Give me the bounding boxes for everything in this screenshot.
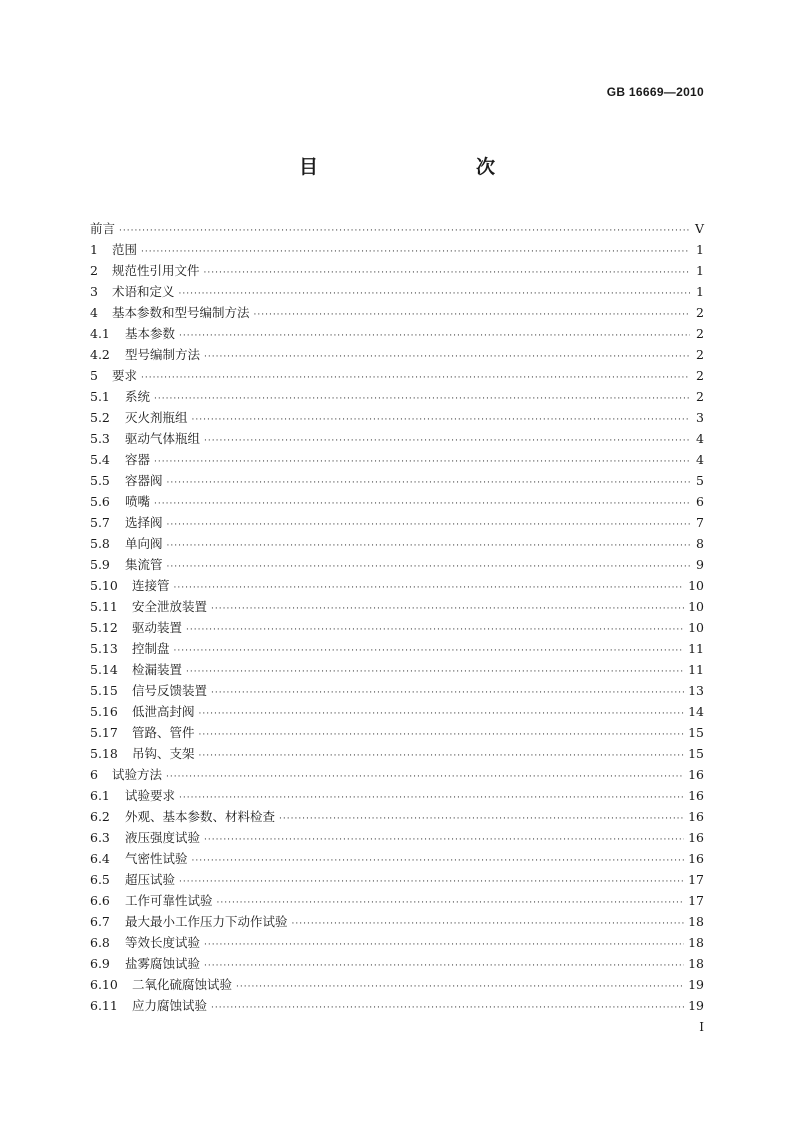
toc-entry-title: 规范性引用文件 — [112, 263, 200, 278]
toc-entry[interactable] — [90, 533, 704, 554]
toc-entry-number: 6 — [90, 767, 98, 782]
toc-entry-page: 2 — [696, 347, 704, 362]
toc-entry-number: 4 — [90, 305, 98, 320]
toc-entry-number: 5.3 — [90, 431, 110, 446]
toc-entry-number: 5.2 — [90, 410, 110, 425]
toc-entry[interactable] — [90, 995, 704, 1016]
toc-entry[interactable] — [90, 701, 704, 722]
toc-entry-page: 4 — [696, 452, 704, 467]
toc-entry-number: 5.5 — [90, 473, 110, 488]
dot-leader — [166, 767, 684, 788]
toc-entry-page: 16 — [688, 809, 704, 824]
toc-entry-page: 17 — [688, 872, 704, 887]
dot-leader — [179, 326, 690, 347]
dot-leader — [174, 578, 685, 599]
toc-entry-number: 5.1 — [90, 389, 110, 404]
toc-entry-page: 7 — [696, 515, 704, 530]
toc-entry-title: 术语和定义 — [112, 284, 175, 299]
toc-entry-page: 2 — [696, 305, 704, 320]
toc-entry-title: 低泄高封阀 — [132, 704, 195, 719]
toc-entry-title: 集流管 — [125, 557, 163, 572]
toc-entry-title: 外观、基本参数、材料检查 — [125, 809, 276, 824]
toc-entry-title: 液压强度试验 — [125, 830, 201, 845]
toc-entry-page: 11 — [688, 641, 704, 656]
toc-entry-page: V — [694, 221, 704, 236]
toc-entry-page: 15 — [688, 725, 704, 740]
dot-leader — [179, 872, 684, 893]
toc-entry-page: 16 — [688, 767, 704, 782]
toc-entry-title: 最大最小工作压力下动作试验 — [125, 914, 288, 929]
toc-entry-page: 2 — [696, 368, 704, 383]
toc-entry[interactable] — [90, 344, 704, 365]
toc-entry-number: 5.9 — [90, 557, 110, 572]
toc-entry[interactable] — [90, 911, 704, 932]
table-of-contents — [90, 218, 704, 1016]
toc-entry[interactable] — [90, 638, 704, 659]
toc-entry[interactable] — [90, 974, 704, 995]
dot-leader — [186, 662, 684, 683]
toc-entry-page: 4 — [696, 431, 704, 446]
toc-entry-title: 喷嘴 — [125, 494, 151, 509]
toc-entry-title: 选择阀 — [125, 515, 163, 530]
toc-entry-page: 1 — [696, 242, 704, 257]
dot-leader — [204, 935, 684, 956]
toc-entry-number: 6.6 — [90, 893, 110, 908]
dot-leader — [254, 305, 690, 326]
toc-entry-page: 17 — [688, 893, 704, 908]
toc-entry-number: 6.4 — [90, 851, 110, 866]
toc-entry-title: 基本参数 — [125, 326, 176, 341]
dot-leader — [141, 368, 690, 389]
toc-entry-number: 6.2 — [90, 809, 110, 824]
standard-number: GB 16669—2010 — [606, 85, 704, 99]
dot-leader — [167, 515, 690, 536]
toc-entry-page: 15 — [688, 746, 704, 761]
dot-leader — [167, 557, 690, 578]
toc-entry-title: 容器阀 — [125, 473, 163, 488]
toc-entry-page: 8 — [696, 536, 704, 551]
toc-entry-number: 5.12 — [90, 620, 118, 635]
toc-entry-number: 6.11 — [90, 998, 118, 1013]
toc-entry-title: 信号反馈装置 — [132, 683, 208, 698]
toc-entry-page: 11 — [688, 662, 704, 677]
toc-entry-title: 等效长度试验 — [125, 935, 201, 950]
dot-leader — [167, 536, 690, 557]
toc-entry-page: 16 — [688, 851, 704, 866]
toc-entry-title: 型号编制方法 — [125, 347, 201, 362]
toc-entry[interactable] — [90, 302, 704, 323]
toc-entry-number: 5.4 — [90, 452, 110, 467]
toc-entry-title: 试验方法 — [112, 767, 163, 782]
toc-entry-page: 1 — [696, 263, 704, 278]
toc-entry-page: 14 — [688, 704, 704, 719]
toc-entry[interactable] — [90, 449, 704, 470]
dot-leader — [199, 725, 685, 746]
toc-entry[interactable] — [90, 680, 704, 701]
toc-entry-title: 工作可靠性试验 — [125, 893, 213, 908]
dot-leader — [279, 809, 684, 830]
toc-entry-number: 5.8 — [90, 536, 110, 551]
toc-entry-title: 试验要求 — [125, 788, 176, 803]
toc-entry-number: 5.16 — [90, 704, 118, 719]
toc-entry-title: 灭火剂瓶组 — [125, 410, 188, 425]
toc-entry-number: 5.17 — [90, 725, 118, 740]
toc-entry[interactable] — [90, 785, 704, 806]
toc-entry[interactable] — [90, 806, 704, 827]
toc-entry-page: 5 — [696, 473, 704, 488]
dot-leader — [204, 830, 684, 851]
toc-entry-title: 基本参数和型号编制方法 — [112, 305, 250, 320]
toc-entry-number: 5.11 — [90, 599, 118, 614]
dot-leader — [199, 704, 685, 725]
dot-leader — [204, 347, 690, 368]
toc-entry[interactable] — [90, 386, 704, 407]
toc-entry[interactable] — [90, 617, 704, 638]
toc-entry-title: 容器 — [125, 452, 151, 467]
dot-leader — [154, 494, 690, 515]
toc-entry[interactable] — [90, 365, 704, 386]
toc-entry-title: 连接管 — [132, 578, 170, 593]
toc-entry-number: 1 — [90, 242, 98, 257]
toc-entry-title: 管路、管件 — [132, 725, 195, 740]
toc-entry-page: 2 — [696, 389, 704, 404]
toc-entry-page: 10 — [688, 620, 704, 635]
dot-leader — [192, 410, 690, 431]
toc-entry-title: 应力腐蚀试验 — [132, 998, 208, 1013]
toc-entry[interactable] — [90, 932, 704, 953]
toc-entry-page: 1 — [696, 284, 704, 299]
toc-entry-page: 19 — [688, 998, 704, 1013]
toc-entry-number: 5.7 — [90, 515, 110, 530]
dot-leader — [204, 431, 690, 452]
toc-entry-page: 3 — [696, 410, 704, 425]
toc-entry-page: 16 — [688, 788, 704, 803]
toc-entry-page: 18 — [688, 914, 704, 929]
toc-entry-title: 气密性试验 — [125, 851, 188, 866]
toc-entry[interactable] — [90, 848, 704, 869]
toc-entry-page: 18 — [688, 956, 704, 971]
toc-entry-title: 范围 — [112, 242, 138, 257]
dot-leader — [292, 914, 685, 935]
toc-entry-number: 4.2 — [90, 347, 110, 362]
dot-leader — [167, 473, 690, 494]
dot-leader — [236, 977, 684, 998]
toc-entry-page: 9 — [696, 557, 704, 572]
dot-leader — [192, 851, 685, 872]
toc-entry-page: 19 — [688, 977, 704, 992]
toc-entry-title: 系统 — [125, 389, 151, 404]
toc-entry-title: 驱动气体瓶组 — [125, 431, 201, 446]
toc-entry-title: 检漏装置 — [132, 662, 183, 677]
toc-entry[interactable] — [90, 218, 704, 239]
dot-leader — [179, 284, 690, 305]
toc-entry-page: 13 — [688, 683, 704, 698]
toc-entry-title: 超压试验 — [125, 872, 176, 887]
toc-entry-number: 5.18 — [90, 746, 118, 761]
toc-entry[interactable] — [90, 554, 704, 575]
toc-entry-page: 2 — [696, 326, 704, 341]
toc-entry[interactable] — [90, 953, 704, 974]
dot-leader — [154, 389, 690, 410]
toc-entry-number: 5.6 — [90, 494, 110, 509]
dot-leader — [174, 641, 685, 662]
toc-entry[interactable] — [90, 764, 704, 785]
toc-entry-page: 16 — [688, 830, 704, 845]
toc-entry[interactable] — [90, 575, 704, 596]
toc-entry-number: 5 — [90, 368, 98, 383]
toc-entry-title: 安全泄放装置 — [132, 599, 208, 614]
dot-leader — [204, 956, 684, 977]
toc-entry[interactable] — [90, 260, 704, 281]
toc-entry-number: 5.10 — [90, 578, 118, 593]
toc-entry[interactable] — [90, 491, 704, 512]
page-number: I — [699, 1020, 704, 1034]
toc-entry[interactable] — [90, 827, 704, 848]
toc-entry-number: 5.14 — [90, 662, 118, 677]
toc-entry-number: 6.8 — [90, 935, 110, 950]
toc-entry-number: 6.5 — [90, 872, 110, 887]
dot-leader — [211, 683, 684, 704]
toc-entry[interactable] — [90, 890, 704, 911]
toc-entry[interactable] — [90, 722, 704, 743]
toc-entry[interactable] — [90, 743, 704, 764]
toc-entry[interactable] — [90, 869, 704, 890]
toc-entry-page: 18 — [688, 935, 704, 950]
toc-entry[interactable] — [90, 596, 704, 617]
toc-entry-title: 驱动装置 — [132, 620, 183, 635]
toc-entry[interactable] — [90, 323, 704, 344]
dot-leader — [211, 998, 684, 1019]
toc-entry-number: 3 — [90, 284, 98, 299]
toc-entry-number: 6.10 — [90, 977, 118, 992]
toc-entry[interactable] — [90, 470, 704, 491]
toc-entry-number: 4.1 — [90, 326, 110, 341]
toc-entry-number: 6.3 — [90, 830, 110, 845]
toc-entry[interactable] — [90, 281, 704, 302]
toc-entry-page: 6 — [696, 494, 704, 509]
toc-entry-title: 盐雾腐蚀试验 — [125, 956, 201, 971]
toc-entry[interactable] — [90, 512, 704, 533]
dot-leader — [141, 242, 690, 263]
toc-entry-page: 10 — [688, 578, 704, 593]
toc-entry-number: 5.13 — [90, 641, 118, 656]
toc-entry-number: 6.7 — [90, 914, 110, 929]
toc-entry-number: 6.1 — [90, 788, 110, 803]
toc-entry[interactable] — [90, 428, 704, 449]
toc-entry[interactable] — [90, 659, 704, 680]
toc-entry-page: 10 — [688, 599, 704, 614]
dot-leader — [119, 221, 690, 242]
dot-leader — [186, 620, 684, 641]
toc-entry-title: 要求 — [112, 368, 138, 383]
toc-entry-title: 控制盘 — [132, 641, 170, 656]
toc-entry-number: 6.9 — [90, 956, 110, 971]
toc-entry[interactable] — [90, 239, 704, 260]
toc-entry-number: 5.15 — [90, 683, 118, 698]
toc-entry-title: 前言 — [90, 221, 116, 236]
page-title: 目 次 — [298, 156, 535, 178]
toc-entry[interactable] — [90, 407, 704, 428]
dot-leader — [204, 263, 690, 284]
toc-entry-title: 二氧化硫腐蚀试验 — [132, 977, 233, 992]
dot-leader — [154, 452, 690, 473]
dot-leader — [211, 599, 684, 620]
toc-entry-number: 2 — [90, 263, 98, 278]
toc-entry-title: 吊钩、支架 — [132, 746, 195, 761]
dot-leader — [199, 746, 685, 767]
toc-entry-title: 单向阀 — [125, 536, 163, 551]
